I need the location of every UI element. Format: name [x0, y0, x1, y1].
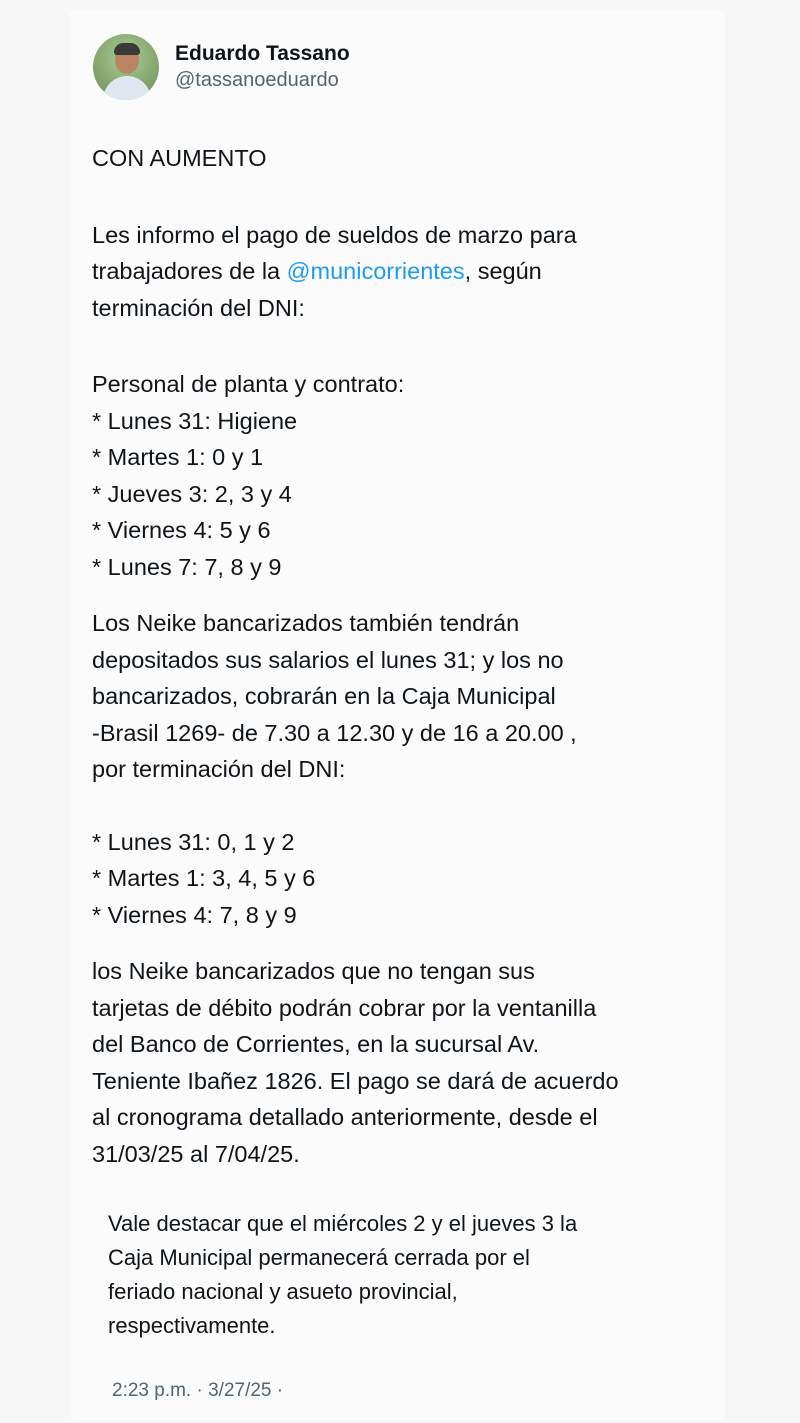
schedule-item: * Viernes 4: 5 y 6: [92, 517, 271, 543]
note-line: Caja Municipal permanecerá cerrada por el: [108, 1245, 530, 1270]
schedule-item: * Martes 1: 3, 4, 5 y 6: [92, 865, 316, 891]
neike-line: Los Neike bancarizados también tendrán: [92, 610, 520, 636]
bank-line: los Neike bancarizados que no tengan sus: [92, 958, 535, 984]
bank-line: 31/03/25 al 7/04/25.: [92, 1140, 300, 1167]
neike-line: bancarizados, cobrarán en la Caja Municipal: [92, 683, 556, 709]
schedule-item: * Viernes 4: 7, 8 y 9: [92, 901, 297, 928]
tweet-note: [108, 1207, 688, 1343]
avatar-shirt: [103, 76, 151, 100]
bank-line: al cronograma detallado anteriormente, desde el: [92, 1104, 598, 1130]
neike-line: por terminación del DNI:: [92, 756, 346, 782]
intro-line: Les informo el pago de sueldos de marzo para: [92, 221, 577, 248]
intro-line: [92, 253, 712, 290]
note-line: feriado nacional y asueto provincial,: [108, 1279, 458, 1304]
schedule-item: * Lunes 7: 7, 8 y 9: [92, 553, 282, 580]
intro-text: trabajadores de la: [92, 258, 287, 284]
author-names: [175, 41, 350, 92]
bank-line: Teniente Ibañez 1826. El pago se dará de acuerdo: [92, 1067, 619, 1094]
tweet-header: [93, 34, 350, 100]
note-line: Vale destacar que el miércoles 2 y el jueves 3 la: [108, 1211, 578, 1236]
mention-link[interactable]: @municorrientes: [286, 258, 465, 284]
bank-line: del Banco de Corrientes, en la sucursal Av.: [92, 1031, 540, 1057]
avatar-hair: [114, 43, 140, 55]
bank-line: tarjetas de débito podrán cobrar por la ventanilla: [92, 994, 597, 1021]
author-display-name[interactable]: Eduardo Tassano: [175, 42, 350, 66]
author-handle[interactable]: @tassanoeduardo: [175, 68, 339, 91]
schedule-item: * Lunes 31: Higiene: [92, 407, 298, 434]
tweet-heading: CON AUMENTO: [92, 145, 267, 171]
tweet-timestamp[interactable]: 2:23 p.m. · 3/27/25 ·: [112, 1380, 284, 1401]
section-title: Personal de planta y contrato:: [92, 371, 405, 397]
note-line: respectivamente.: [108, 1313, 276, 1338]
tweet-body: [92, 140, 712, 1172]
intro-text: , según: [464, 258, 542, 284]
schedule-item: * Jueves 3: 2, 3 y 4: [92, 480, 292, 507]
avatar[interactable]: [93, 34, 159, 100]
schedule-item: * Lunes 31: 0, 1 y 2: [92, 828, 295, 855]
neike-line: depositados sus salarios el lunes 31; y los no: [92, 646, 564, 673]
schedule-item: * Martes 1: 0 y 1: [92, 444, 264, 470]
intro-line: terminación del DNI:: [92, 294, 305, 321]
neike-line: -Brasil 1269- de 7.30 a 12.30 y de 16 a 20.00 ,: [92, 719, 577, 746]
